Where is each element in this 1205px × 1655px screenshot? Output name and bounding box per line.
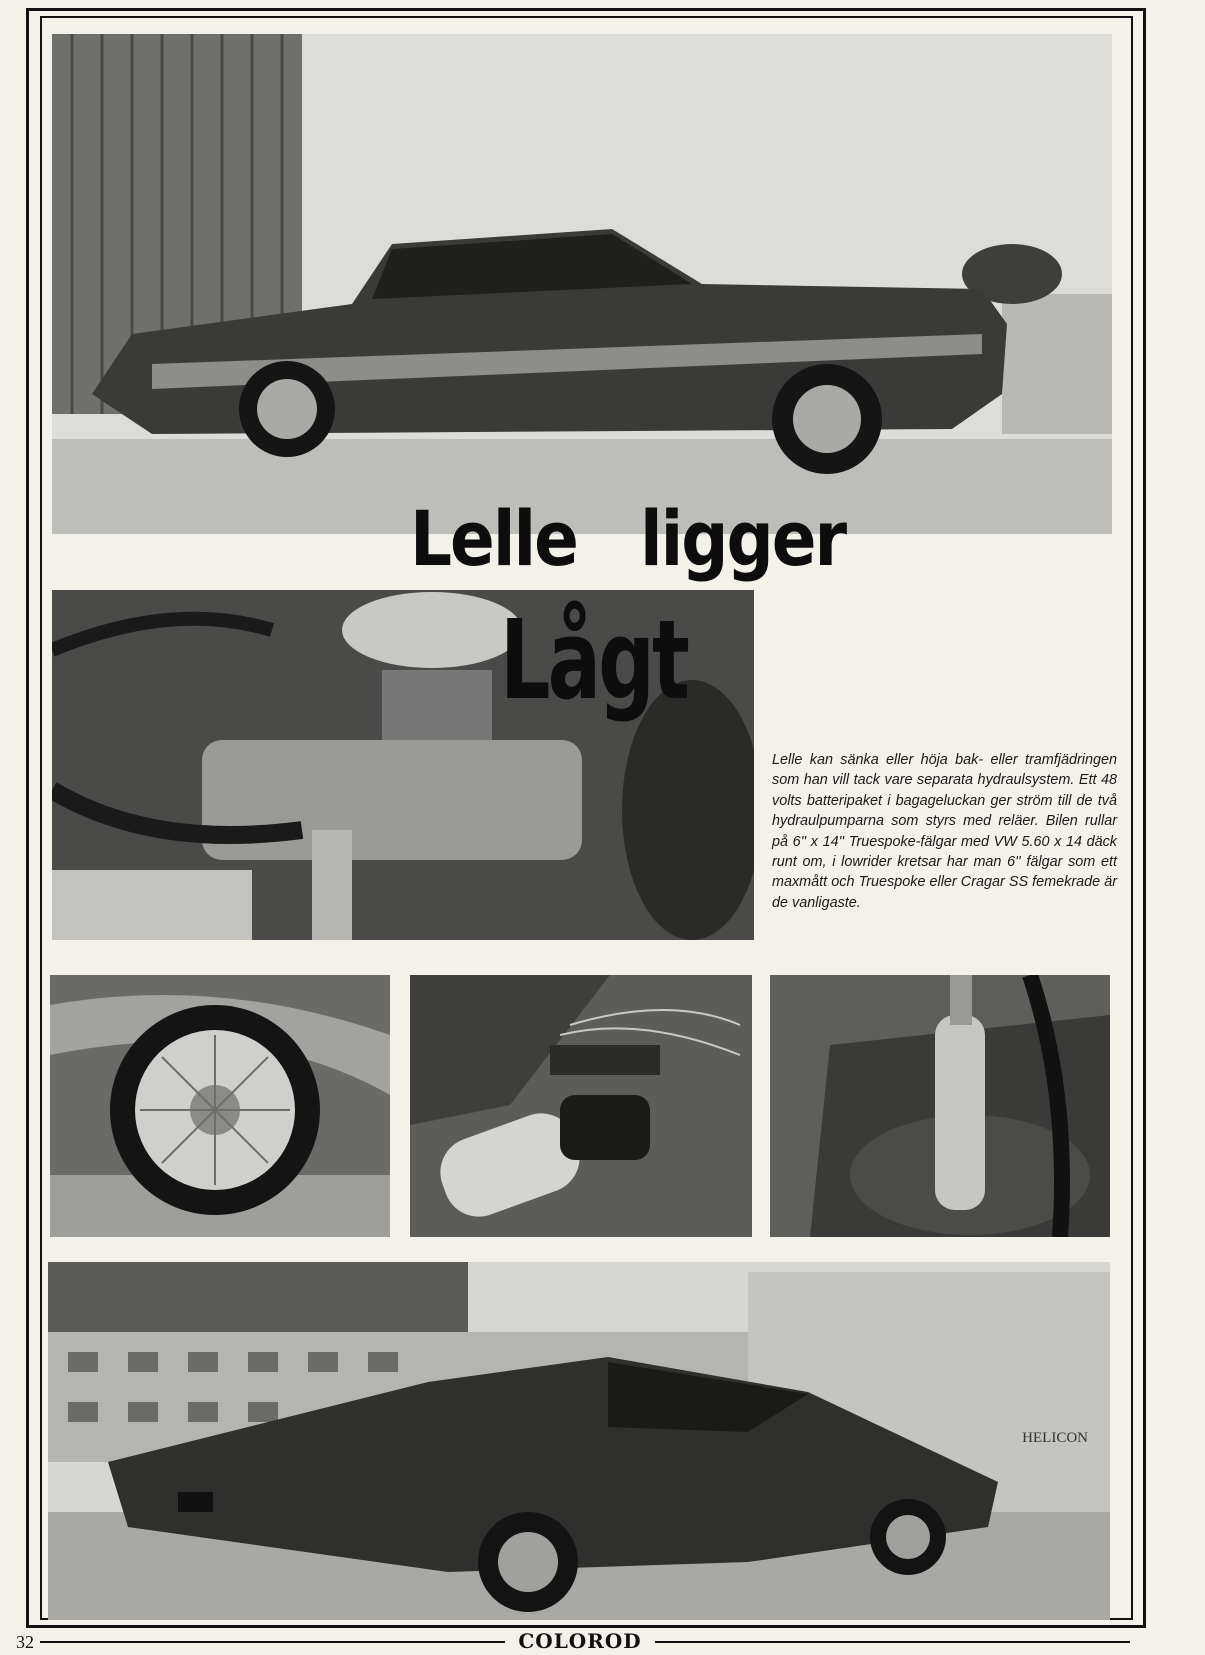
article-caption: Lelle kan sänka eller höja bak- eller tramfjädringen som han vill tack vare separata hydraulsystem. Ett 48 volts batteripaket i bagageluckan ger ström till de två hydraulpumparna som styrs med reläer. Bilen rullar på 6'' x 14'' Truespoke-fälgar med VW 5.60 x 14 däck runt om, i lowrider kretsar har man 6'' fälgar som ett maxmått och Truespoke eller Cragar SS femekrade är de vanligaste.: [772, 752, 1117, 911]
photo-hydraulic-pump: [410, 975, 752, 1237]
building-sign: HELICON: [1022, 1430, 1088, 1446]
photo-car-rear-view: [48, 1262, 1110, 1620]
photo-hydraulic-cylinder: [770, 975, 1110, 1237]
headline-word-ligger: ligger: [640, 495, 846, 584]
magazine-logo: COLOROD: [505, 1628, 655, 1654]
headline-word-lagt: Lågt: [500, 596, 687, 724]
headline-word-lelle: Lelle: [410, 495, 577, 584]
photo-car-side-view: [52, 34, 1112, 534]
photo-wire-wheel: [50, 975, 390, 1237]
page-number: 32: [16, 1632, 34, 1652]
